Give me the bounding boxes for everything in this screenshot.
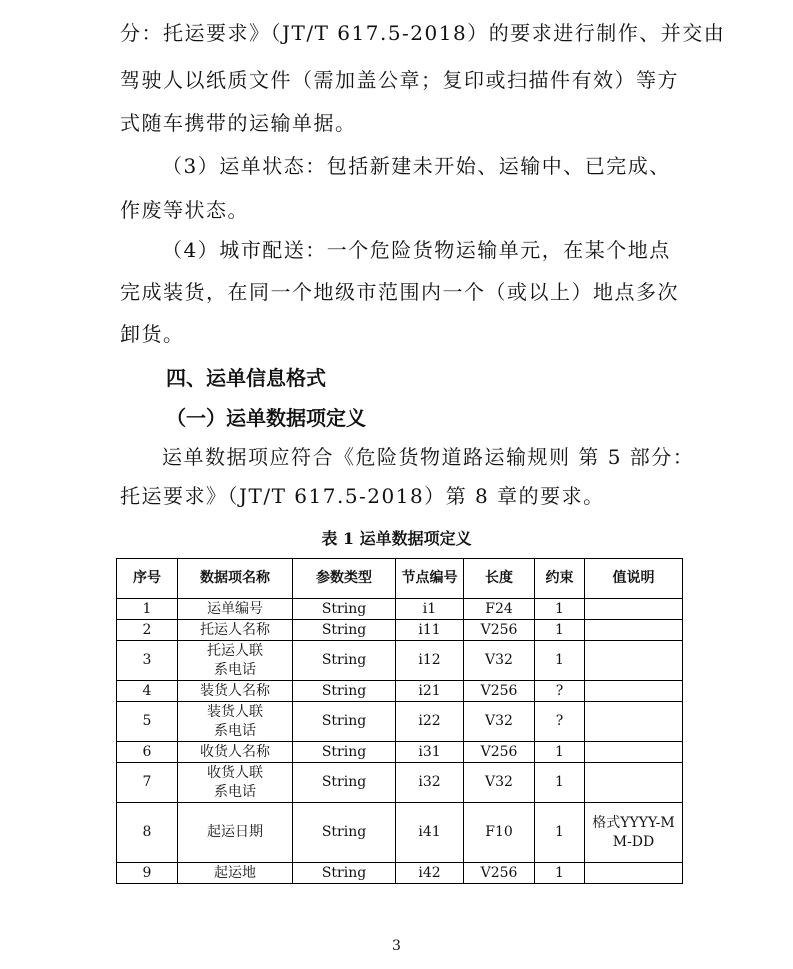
table-cell: 起运地 — [178, 863, 293, 884]
data-items-table — [116, 558, 683, 884]
table-cell: String — [293, 863, 396, 884]
table-cell: i31 — [396, 742, 464, 763]
table-row — [117, 863, 683, 884]
table-cell: 1 — [535, 641, 585, 681]
table-cell: 1 — [117, 599, 178, 620]
table-cell: i42 — [396, 863, 464, 884]
table-cell: 1 — [535, 763, 585, 803]
table-cell: i32 — [396, 763, 464, 803]
table-cell: 1 — [535, 803, 585, 863]
table-cell: 3 — [117, 641, 178, 681]
table-cell: 2 — [117, 620, 178, 641]
table-cell: 6 — [117, 742, 178, 763]
paragraph-line: 驾驶人以纸质文件（需加盖公章；复印或扫描件有效）等方 — [120, 68, 679, 92]
table-cell: 托运人名称 — [178, 620, 293, 641]
table-cell — [585, 620, 683, 641]
table-cell: 运单编号 — [178, 599, 293, 620]
table-cell: 5 — [117, 702, 178, 742]
table-cell: String — [293, 641, 396, 681]
table-cell: i11 — [396, 620, 464, 641]
table-row — [117, 681, 683, 702]
table-cell: String — [293, 742, 396, 763]
table-cell: F10 — [464, 803, 535, 863]
table-cell: 9 — [117, 863, 178, 884]
table-cell: ? — [535, 702, 585, 742]
page-number: 3 — [392, 938, 401, 954]
table-cell: i41 — [396, 803, 464, 863]
table-cell: 收货人联系电话 — [178, 763, 293, 803]
table-cell: 托运人联系电话 — [178, 641, 293, 681]
table-row — [117, 702, 683, 742]
table-caption: 表 1 运单数据项定义 — [321, 529, 472, 548]
table-row — [117, 803, 683, 863]
paragraph-line: 分：托运要求》（JT/T 617.5-2018）的要求进行制作、并交由 — [120, 21, 726, 45]
table-cell — [585, 681, 683, 702]
paragraph-line: 卸货。 — [120, 322, 185, 346]
header-cell: 长度 — [464, 559, 535, 599]
table-row — [117, 763, 683, 803]
table-cell: i1 — [396, 599, 464, 620]
table-cell: String — [293, 620, 396, 641]
table-cell: V32 — [464, 763, 535, 803]
table-cell: i21 — [396, 681, 464, 702]
table-cell — [585, 599, 683, 620]
table-cell — [585, 863, 683, 884]
table-cell: 起运日期 — [178, 803, 293, 863]
subsection-heading: （一）运单数据项定义 — [166, 406, 366, 430]
header-cell: 节点编号 — [396, 559, 464, 599]
table-cell: 装货人名称 — [178, 681, 293, 702]
table-cell: V256 — [464, 620, 535, 641]
table-cell: 格式YYYY-MM-DD — [585, 803, 683, 863]
table-cell: V32 — [464, 641, 535, 681]
table-cell: i22 — [396, 702, 464, 742]
table-cell: ? — [535, 681, 585, 702]
table-cell — [585, 641, 683, 681]
paragraph-line: 作废等状态。 — [120, 198, 249, 222]
table-cell: F24 — [464, 599, 535, 620]
table-cell: String — [293, 702, 396, 742]
table-row — [117, 742, 683, 763]
table-cell: String — [293, 803, 396, 863]
table-cell — [585, 742, 683, 763]
table-cell: 收货人名称 — [178, 742, 293, 763]
table-cell: 装货人联系电话 — [178, 702, 293, 742]
table-cell: V256 — [464, 681, 535, 702]
header-cell: 参数类型 — [293, 559, 396, 599]
paragraph-line: 式随车携带的运输单据。 — [120, 111, 357, 135]
header-cell: 数据项名称 — [178, 559, 293, 599]
table-cell: String — [293, 763, 396, 803]
paragraph-line: （3）运单状态：包括新建未开始、运输中、已完成、 — [162, 154, 671, 178]
header-cell: 值说明 — [585, 559, 683, 599]
table-cell: 4 — [117, 681, 178, 702]
table-cell — [585, 702, 683, 742]
section-heading: 四、运单信息格式 — [166, 366, 326, 390]
table-row — [117, 620, 683, 641]
table-cell: 1 — [535, 620, 585, 641]
header-cell: 序号 — [117, 559, 178, 599]
header-cell: 约束 — [535, 559, 585, 599]
table-row — [117, 641, 683, 681]
table-cell: String — [293, 599, 396, 620]
paragraph-line: 完成装货，在同一个地级市范围内一个（或以上）地点多次 — [120, 280, 679, 304]
table-cell: 1 — [535, 863, 585, 884]
table-cell: V256 — [464, 863, 535, 884]
table-header-row — [117, 559, 683, 599]
body-paragraph-line: 托运要求》（JT/T 617.5-2018）第 8 章的要求。 — [120, 484, 605, 508]
table-cell: 8 — [117, 803, 178, 863]
paragraph-line: （4）城市配送：一个危险货物运输单元，在某个地点 — [162, 238, 671, 262]
table-row — [117, 599, 683, 620]
table-cell: 1 — [535, 599, 585, 620]
table-cell: String — [293, 681, 396, 702]
table-cell: V32 — [464, 702, 535, 742]
table-cell: i12 — [396, 641, 464, 681]
table-cell — [585, 763, 683, 803]
table-cell: 1 — [535, 742, 585, 763]
body-paragraph-line: 运单数据项应符合《危险货物道路运输规则 第 5 部分： — [162, 445, 695, 469]
table-cell: V256 — [464, 742, 535, 763]
table-cell: 7 — [117, 763, 178, 803]
